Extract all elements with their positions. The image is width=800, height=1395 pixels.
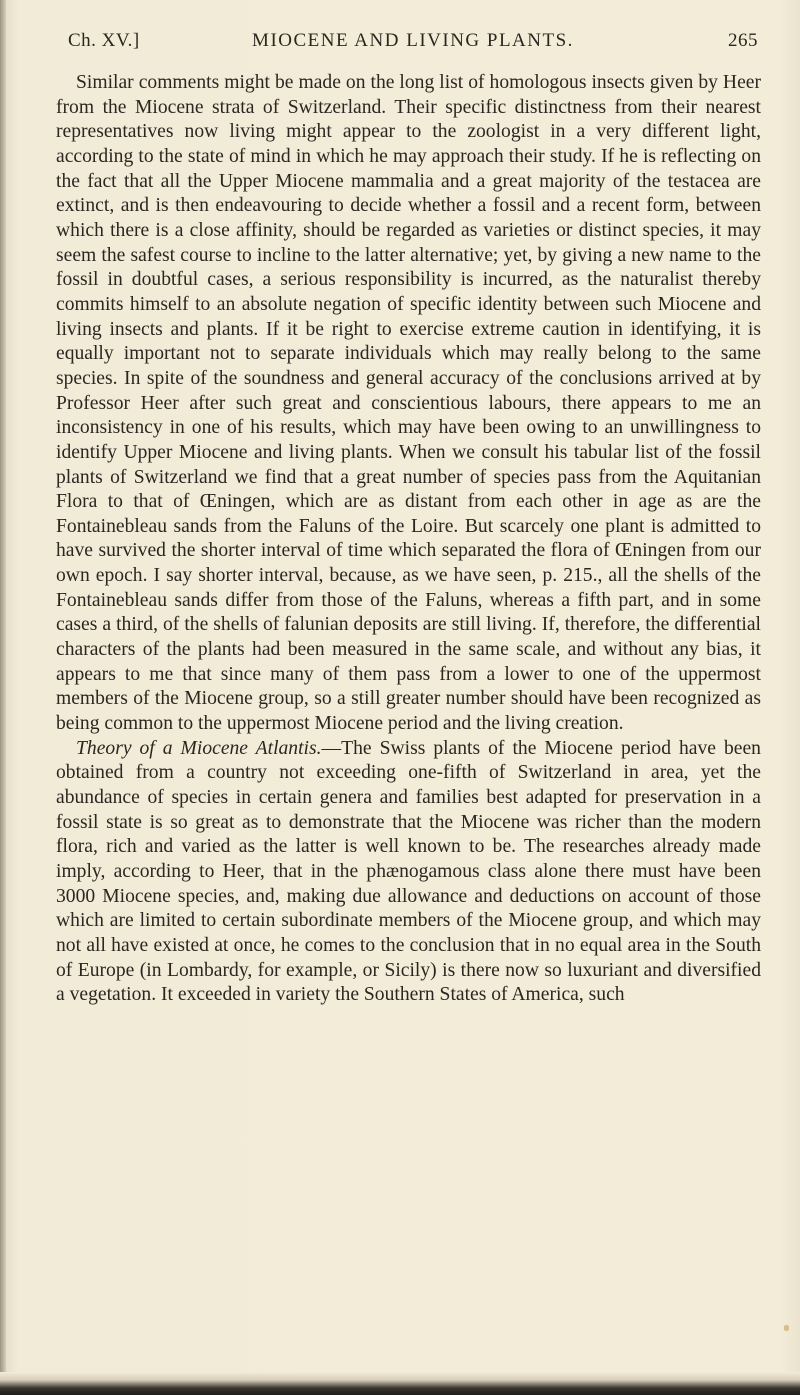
paragraph-homologous-insects xyxy=(56,71,761,737)
section-heading: Theory of a Miocene Atlantis. xyxy=(76,737,322,759)
page-spine-shadow xyxy=(0,0,6,1395)
paper-smudge xyxy=(784,1325,789,1331)
body-text xyxy=(56,71,761,1008)
running-head xyxy=(68,30,758,60)
running-head-title: MIOCENE AND LIVING PLANTS. xyxy=(252,30,574,51)
paragraph-text: —The Swiss plants of the Miocene period have been obtained from a country not exceeding one-fifth of Switzerland in area, yet the abundance of species in certain genera and families best adapted for preservation in a fossil state is so great as to demonstrate that the Miocene was richer than the modern flora, rich and varied as the latter is well known to be. The researches already made imply, according to Heer, that in the phænogamous class alone there must have been 3000 Miocene species, and, making due allowance and deductions on account of those which are limited to certain subordinate members of the Miocene group, and which may not all have existed at once, he comes to the conclusion that in no equal area in the South of Europe (in Lombardy, for example, or Sicily) is there now so luxuriant and diversified a vegetation. It exceeded in variety the Southern States of America, such xyxy=(56,737,761,1006)
page-bottom-edge xyxy=(0,1372,800,1395)
paragraph-miocene-atlantis xyxy=(56,737,761,1008)
running-head-chapter: Ch. XV.] xyxy=(68,30,140,51)
paragraph-text: Similar comments might be made on the long list of homologous insects given by Heer from the Miocene strata of Switzerland. Their specific distinctness from their nearest representatives now living might appear to the zoologist in a very different light, according to the state of mind in which he may approach their study. If he is reflecting on the fact that all the Upper Miocene mammalia and a great majority of the testacea are extinct, and is then endeavouring to decide whether a fossil and a recent form, between which there is a close affinity, should be regarded as varieties or distinct species, it may seem the safest course to incline to the latter alternative; yet, by giving a new name to the fossil in doubtful cases, a serious responsibility is incurred, as the naturalist thereby commits himself to an absolute negation of specific identity between such Miocene and living insects and plants. If it be right to exercise extreme caution in identifying, it is equally important not to separate individuals which may really belong to the same species. In spite of the soundness and general accuracy of the conclusions arrived at by Professor Heer after such great and conscientious labours, there appears to me an inconsistency in one of his results, which may have been owing to an unwillingness to identify Upper Miocene and living plants. When we consult his tabular list of the fossil plants of Switzerland we find that a great number of species pass from the Aquitanian Flora to that of Œningen, which are as distant from each other in age as are the Fontainebleau sands from the Faluns of the Loire. But scarcely one plant is admitted to have survived the shorter interval of time which separated the flora of Œningen from our own epoch. I say shorter interval, because, as we have seen, p. 215., all the shells of the Fontainebleau sands differ from those of the Faluns, whereas a fifth part, and in some cases a third, of the shells of falunian deposits are still living. If, therefore, the differential characters of the plants had been measured in the same scale, and without any bias, it appears to me that since many of them pass from a lower to one of the uppermost members of the Miocene group, so a still greater number should have been recognized as being common to the uppermost Miocene period and the living creation. xyxy=(56,72,761,735)
page-number: 265 xyxy=(728,30,758,51)
